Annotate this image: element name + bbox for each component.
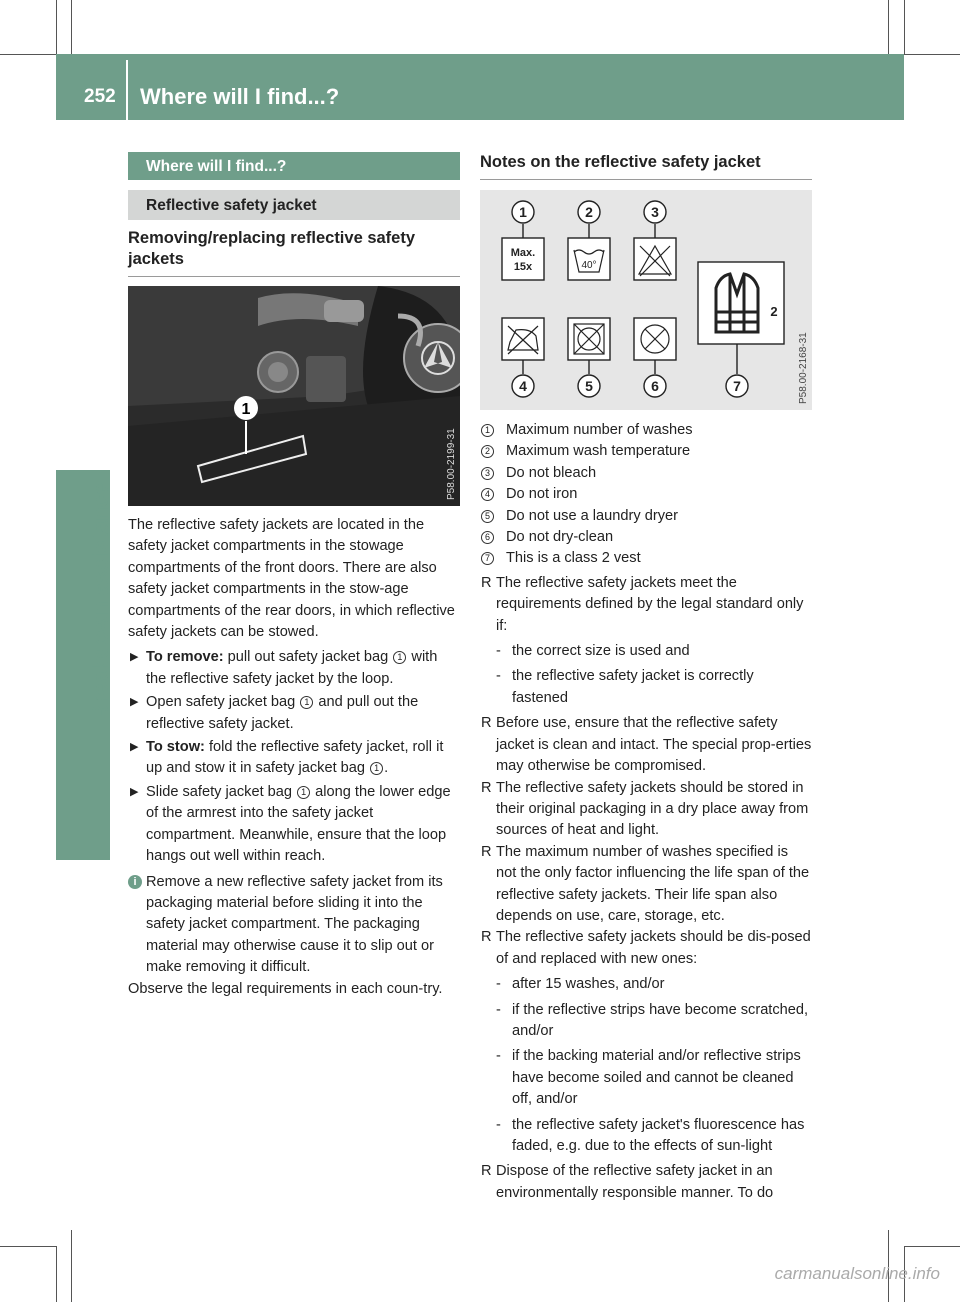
callout-ref: 1 [300,696,313,709]
bullet-icon: R [481,1163,492,1180]
figure-callout: 3 [651,204,659,220]
figure-callout: 4 [519,378,527,394]
no-dryer-icon [574,324,604,354]
section-heading: Notes on the reflective safety jacket [480,152,812,180]
sub-item: - the correct size is used and [480,641,812,662]
callout-ref: 1 [393,651,406,664]
legend-item: 1 Maximum number of washes [480,420,812,441]
bullet-icon: R [481,929,492,946]
bullet-icon: R [481,715,492,732]
crop-mark [71,0,72,54]
bullet-item: R Dispose of the reflective safety jacket in an environmentally responsible manner. To do [481,1163,774,1201]
crop-mark [56,1246,57,1302]
bullet-item: R The reflective safety jackets should be dis-posed of and replaced with new ones: [481,929,811,967]
left-column [128,152,460,1000]
page-number: 252 [84,86,116,107]
arrow-icon: ▶ [130,785,139,798]
dash-icon: - [496,976,501,993]
step-slide: ▶ Slide safety jacket bag 1 along the lower edge of the armrest into the safety jacket compartment. Meanwhile, ensure that the loop hangs out well within reach. [130,783,451,865]
arrow-icon: ▶ [130,696,139,709]
watermark: carmanualsonline.info [774,1264,940,1283]
door-compartment-photo [128,286,460,506]
sub-item: - if the backing material and/or reflective strips have become soiled and cannot be cleaned off, and/or [496,1048,801,1108]
photo-code: P58.00-2199-31 [446,428,457,500]
step-label: To remove: [146,649,224,666]
care-symbols-figure [480,190,812,410]
bullet-item: R The maximum number of washes specified is not the only factor influencing the life span of the reflective safety jackets. Their life span also depends on use, care, storage, etc. [481,843,810,924]
dash-icon: - [496,668,501,685]
figure-callout: 1 [519,204,527,220]
dash-icon: - [496,1048,501,1065]
bullet-item: R The reflective safety jackets meet the requirements defined by the legal standard only if: [481,574,804,634]
max-washes-label: Max. [510,247,536,259]
note-text: Remove a new reflective safety jacket from its packaging material before sliding it into the safety jacket compartment. The packaging material may otherwise cause it to slip out or make removing it difficult. [146,873,443,976]
figure-callout: 5 [585,378,593,394]
step-label: To stow: [146,739,205,756]
legend-item: 4 Do not iron [480,484,812,505]
legend-item: 7 This is a class 2 vest [480,548,812,569]
bullet-item: R Before use, ensure that the reflective safety jacket is clean and intact. The special prop-erties may otherwise be compromised. [481,715,812,775]
crop-mark [904,0,905,54]
step-remove: ▶ To remove: pull out safety jacket bag 1 with the reflective safety jacket by the loop. [130,649,438,687]
max-washes-count: 15x [513,261,533,273]
dash-icon: - [496,643,501,660]
legend-item: 2 Maximum wash temperature [480,441,812,462]
bullet-icon: R [481,779,492,796]
info-note [128,872,460,979]
crop-mark [904,1246,960,1247]
crop-mark [888,0,889,54]
figure-callout: 6 [651,378,659,394]
bullet-icon: R [481,574,492,591]
crop-mark [0,1246,56,1247]
crop-mark [904,54,960,55]
subsection-bar: Reflective safety jacket [128,190,460,220]
header-divider [126,60,128,120]
crop-mark [0,54,56,55]
header-title: Where will I find...? [140,84,340,109]
info-icon: i [128,875,142,889]
sub-item: - the reflective safety jacket's fluorescence has faded, e.g. due to the effects of sun-light [496,1116,805,1154]
crop-mark [56,0,57,54]
figure-code: P58.00-2168-31 [798,332,809,404]
right-column [480,152,812,1204]
outro-text: Observe the legal requirements in each coun-try. [128,980,443,997]
bullet-icon: R [481,843,492,860]
step-stow: ▶ To stow: fold the reflective safety jacket, roll it up and stow it in safety jacket bag 1 . [130,739,444,777]
legend-item: 5 Do not use a laundry dryer [480,506,812,527]
section-heading: Removing/replacing reflective safety jackets [128,228,460,277]
side-tab-label: Breakdown assistance [88,482,113,720]
sub-item: - after 15 washes, and/or [480,974,812,995]
figure-callout: 2 [585,204,593,220]
bullet-item: R The reflective safety jackets should be stored in their original packaging in a dry place away from sources of heat and light. [481,779,809,839]
arrow-icon: ▶ [130,741,139,754]
sub-item: - if the reflective strips have become scratched, and/or [496,1001,809,1039]
callout-ref: 1 [370,762,383,775]
dash-icon: - [496,1001,501,1018]
step-open: ▶ Open safety jacket bag 1 and pull out the reflective safety jacket. [130,694,419,732]
sub-item: - the reflective safety jacket is correctly fastened [496,668,754,706]
figure-callout: 7 [733,378,741,394]
photo-callout: 1 [241,401,251,418]
intro-text: The reflective safety jackets are located in the safety jacket compartments in the stowage compartments of the front doors. There are also safety jacket compartments in the stow-age compartments of the rear doors, in which reflective safety jackets can be stowed. [128,517,455,641]
wash-temp: 40° [581,260,597,271]
arrow-icon: ▶ [130,651,139,664]
callout-ref: 1 [297,786,310,799]
legend-list [480,420,812,570]
section-bar: Where will I find...? [128,152,460,180]
vest-class: 2 [770,304,778,319]
legend-item: 3 Do not bleach [480,463,812,484]
legend-item: 6 Do not dry-clean [480,527,812,548]
dash-icon: - [496,1116,501,1133]
crop-mark [71,1230,72,1302]
